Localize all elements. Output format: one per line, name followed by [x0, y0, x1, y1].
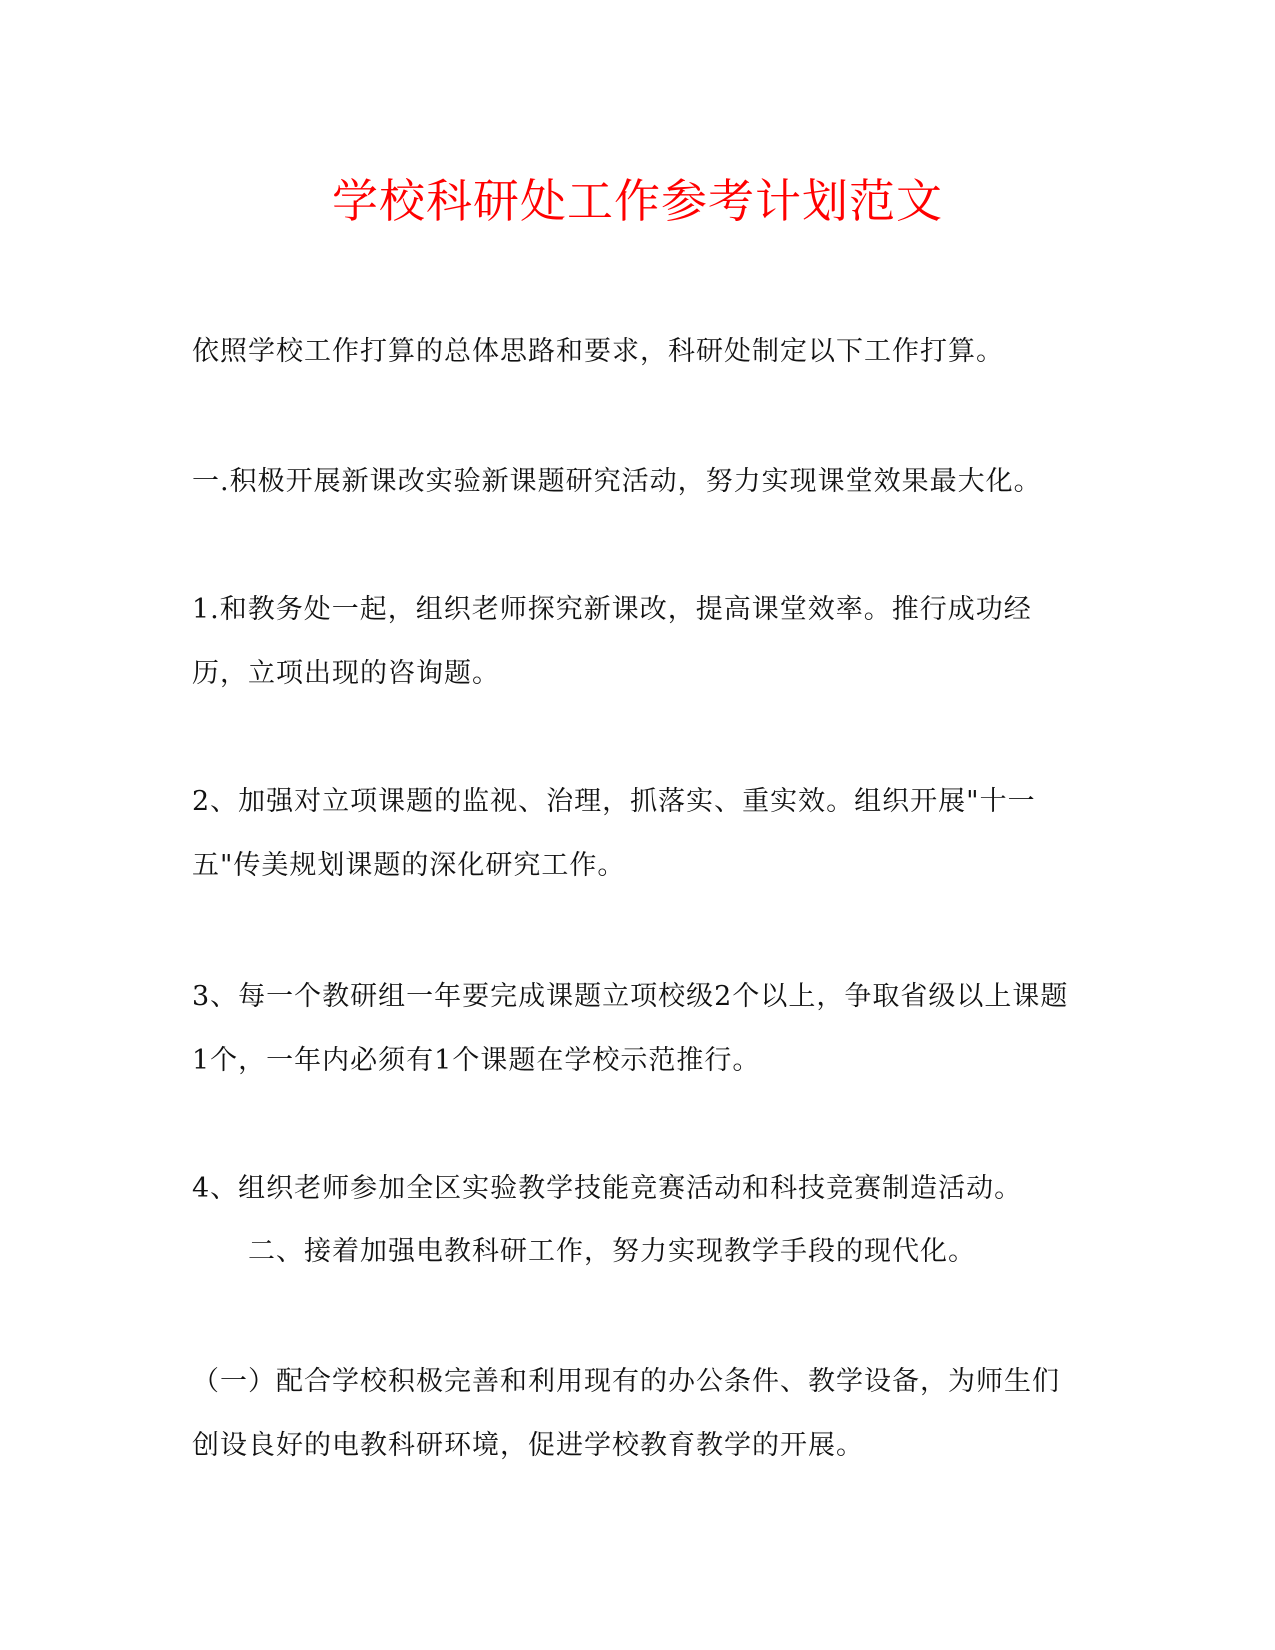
intro-paragraph: 依照学校工作打算的总体思路和要求，科研处制定以下工作打算。	[192, 336, 1004, 367]
item-3-paragraph: 3、每一个教研组一年要完成课题立项校级2个以上，争取省级以上课题1个，一年内必须有1个课题在学校示范推行。	[192, 981, 1069, 1076]
section-two-heading: 二、接着加强电教科研工作，努力实现教学手段的现代化。	[248, 1236, 976, 1267]
item-1-paragraph: 1.和教务处一起，组织老师探究新课改，提高课堂效率。推行成功经历，立项出现的咨询题。	[192, 594, 1032, 689]
section-one-heading: 一.积极开展新课改实验新课题研究活动，努力实现课堂效果最大化。	[192, 466, 1042, 497]
subitem-one-paragraph: （一）配合学校积极完善和利用现有的办公条件、教学设备，为师生们创设良好的电教科研环境，促进学校教育教学的开展。	[192, 1366, 1060, 1461]
item-4-paragraph: 4、组织老师参加全区实验教学技能竞赛活动和科技竞赛制造活动。	[192, 1173, 1023, 1204]
item-2-paragraph: 2、加强对立项课题的监视、治理，抓落实、重实效。组织开展"十一五"传美规划课题的深化研究工作。	[192, 786, 1036, 881]
page-title: 学校科研处工作参考计划范文	[332, 174, 943, 228]
